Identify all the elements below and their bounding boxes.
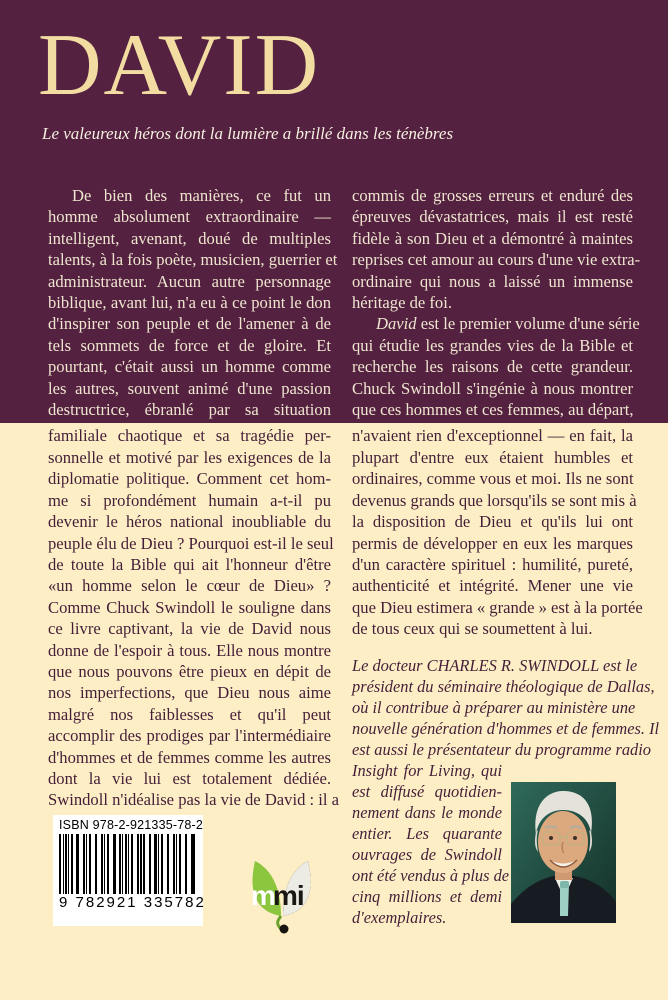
text-line: homme absolument extraordinaire — — [48, 207, 331, 227]
text-line: les autres, souvent animé d'une passion — [48, 378, 331, 398]
text-line: ont été vendus à plus de — [352, 866, 510, 885]
text-line: ce livre captivant, la vie de David nous — [48, 619, 331, 639]
text-line: destructrice, ébranlé par sa situation — [48, 400, 331, 420]
text-line: épreuves dévastatrices, mais il est resté — [352, 207, 633, 227]
text-line: familiale chaotique et sa tragédie per- — [48, 426, 331, 446]
svg-text:m: m — [251, 880, 275, 911]
text-line: accomplir des prodiges par l'intermédiaire — [48, 726, 331, 746]
right-column-purple-section — [352, 185, 641, 420]
text-line: où il contribue à préparer au ministère une — [352, 698, 636, 717]
text-line: malgré nos faiblesses et qu'il peut — [48, 704, 331, 724]
text-line: devenus grands que lorsqu'ils se sont mis à — [352, 490, 637, 510]
text-line: de toute la Bible qui ait l'honneur d'être — [48, 554, 331, 574]
text-line: d'un caractère spirituel : humilité, pureté, — [352, 554, 633, 574]
author-photo — [511, 782, 616, 923]
isbn-label: ISBN 978-2-921335-78-2 — [59, 818, 204, 832]
text-line: Insight for Living, qui — [352, 761, 502, 780]
text-line: héritage de foi. — [352, 293, 452, 313]
left-column-purple-section — [48, 185, 338, 420]
svg-text:mi: mi — [273, 880, 304, 911]
author-bio-wide — [352, 655, 660, 760]
text-line: biblique, avant lui, n'a eu à ce point le don — [48, 293, 331, 313]
text-line: talents, à la fois poète, musicien, guerrier et — [48, 250, 338, 270]
text-line: devenir le héros national inoubliable du — [48, 512, 331, 532]
text-line: commis de grosses erreurs et enduré des — [352, 186, 633, 205]
text-line: n'avaient rien d'exceptionnel — en fait, la — [352, 426, 633, 446]
text-line: sonnelle et motivé par les exigences de la — [48, 447, 331, 467]
text-line: fidèle à son Dieu et a démontré à maintes — [352, 228, 633, 248]
text-line: intelligent, avenant, doué de multiples — [48, 228, 331, 248]
text-line: reprises cet amour au cours d'une vie extra- — [352, 250, 641, 270]
text-line: recherche les raisons de cette grandeur. — [352, 357, 633, 377]
text-line: que ces hommes et ces femmes, au départ, — [352, 400, 634, 420]
text-line: nement dans le monde — [352, 803, 502, 822]
text-line: d'hommes et de femmes comme les autres — [48, 747, 331, 767]
text-line: pourtant, c'était aussi un homme comme — [48, 357, 331, 377]
text-line: Chuck Swindoll s'ingénie à nous montrer — [352, 378, 633, 398]
book-subtitle: Le valeureux héros dont la lumière a brillé dans les ténèbres — [42, 124, 454, 143]
text-line: ouvrages de Swindoll — [352, 845, 502, 864]
text-line: David est le premier volume d'une série — [376, 314, 640, 334]
book-title: DAVID — [38, 17, 321, 114]
text-line: Swindoll n'idéalise pas la vie de David : il a — [48, 790, 340, 810]
text-line: président du séminaire théologique de Dallas, — [352, 677, 655, 696]
text-line: est diffusé quotidien- — [352, 782, 502, 801]
text-line: Comme Chuck Swindoll le souligne dans — [48, 597, 331, 617]
text-line: permis de développer en eux les marques — [352, 533, 633, 553]
author-bio-narrow — [352, 760, 510, 928]
text-line: la disposition de Dieu et qu'ils lui ont — [352, 512, 633, 532]
text-line: entier. Les quarante — [352, 824, 502, 843]
text-line: est aussi le présentateur du programme radio — [352, 740, 651, 759]
text-line: que Dieu estimera « grande » est à la portée — [352, 597, 643, 617]
right-column-cream-section — [352, 425, 643, 639]
text-line: donne de l'espoir à tous. Elle nous montre — [48, 640, 331, 660]
text-line: nouvelle génération d'hommes et de femmes. Il — [352, 719, 660, 738]
text-line: cinq millions et demi — [352, 887, 502, 906]
isbn-barcode-block — [53, 815, 206, 926]
author-portrait-image — [511, 782, 616, 923]
text-line: ordinaire qui nous a laissé un immense — [352, 271, 633, 291]
text-line: diplomatie politique. Comment cet hom- — [48, 469, 331, 489]
left-column-cream-section — [48, 425, 340, 810]
text-line: De bien des manières, ce fut un — [72, 186, 331, 205]
text-line: «un homme selon le cœur de Dieu» ? — [48, 576, 331, 596]
text-line: me si profondément humain a-t-il pu — [48, 490, 331, 510]
mmi-leaf-book-icon — [245, 854, 317, 934]
text-line: authenticité et intégrité. Mener une vie — [352, 576, 633, 596]
right-text-column — [352, 185, 643, 640]
text-line: qui étudie les grandes vies de la Bible et — [352, 335, 633, 355]
text-line: ordinaires, comme vous et moi. Ils ne sont — [352, 469, 634, 489]
text-line: administrateur. Aucun autre personnage — [48, 271, 331, 291]
text-line: peuple élu de Dieu ? Pourquoi est-il le seul — [48, 533, 334, 553]
barcode-bars — [59, 834, 197, 900]
text-line: dont la vie lui est totalement dédiée. — [48, 768, 331, 788]
text-line: nos imperfections, que Dieu nous aime — [48, 683, 331, 703]
text-line: d'exemplaires. — [352, 908, 447, 927]
text-line: que nous pouvons être pieux en dépit de — [48, 661, 331, 681]
text-line: Le docteur CHARLES R. SWINDOLL est le — [352, 656, 638, 675]
left-text-column — [48, 185, 340, 811]
text-line: d'inspirer son peuple et de l'amener à de — [48, 314, 331, 334]
publisher-mmi-logo-icon — [245, 854, 317, 934]
isbn-digits: 9 782921 335782 — [59, 894, 206, 911]
text-line: plupart d'entre eux étaient humbles et — [352, 447, 633, 467]
text-line: tels sommets de force et de gloire. Et — [48, 335, 331, 355]
text-line: de tous ceux qui se soumettent à lui. — [352, 619, 593, 639]
